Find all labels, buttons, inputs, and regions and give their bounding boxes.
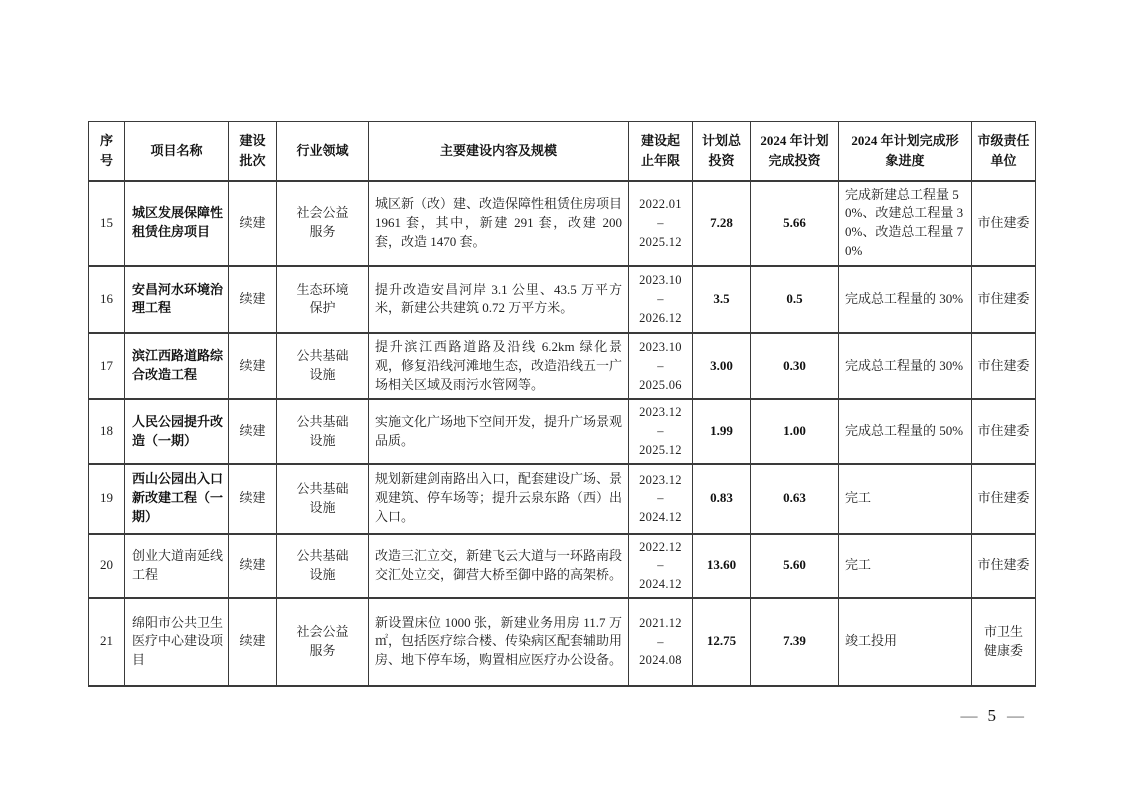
cell-responsible-unit: 市住建委 bbox=[972, 399, 1036, 463]
page-number-value: 5 bbox=[987, 706, 996, 725]
cell-investment-2024: 5.66 bbox=[751, 181, 839, 266]
cell-project-name: 西山公园出入口新改建工程（一期） bbox=[125, 464, 229, 534]
column-header-no: 序 号 bbox=[89, 122, 125, 181]
cell-industry-sector: 社会公益 服务 bbox=[277, 181, 369, 266]
year-start: 2023.12 bbox=[639, 405, 682, 420]
cell-construction-years bbox=[629, 464, 693, 534]
cell-construction-batch: 续建 bbox=[229, 266, 277, 333]
column-header-batch: 建设 批次 bbox=[229, 122, 277, 181]
cell-main-content: 实施文化广场地下空间开发，提升广场景观品质。 bbox=[369, 399, 629, 463]
column-header-investment_2024: 2024 年计划 完成投资 bbox=[751, 122, 839, 181]
cell-construction-years bbox=[629, 399, 693, 463]
project-row-15 bbox=[89, 181, 1036, 266]
cell-construction-years bbox=[629, 266, 693, 333]
cell-responsible-unit: 市住建委 bbox=[972, 181, 1036, 266]
cell-construction-batch: 续建 bbox=[229, 464, 277, 534]
cell-progress-2024: 完工 bbox=[839, 464, 972, 534]
cell-investment-2024: 0.5 bbox=[751, 266, 839, 333]
cell-serial-number: 16 bbox=[89, 266, 125, 333]
cell-main-content: 改造三汇立交，新建飞云大道与一环路南段交汇处立交，御营大桥至御中路的高架桥。 bbox=[369, 534, 629, 598]
cell-progress-2024: 完成总工程量的 50% bbox=[839, 399, 972, 463]
cell-project-name: 滨江西路道路综合改造工程 bbox=[125, 333, 229, 400]
cell-investment-2024: 5.60 bbox=[751, 534, 839, 598]
year-separator: – bbox=[657, 292, 664, 306]
cell-total-investment: 7.28 bbox=[693, 181, 751, 266]
cell-construction-batch: 续建 bbox=[229, 534, 277, 598]
cell-total-investment: 12.75 bbox=[693, 598, 751, 686]
column-header-years: 建设起 止年限 bbox=[629, 122, 693, 181]
cell-project-name: 城区发展保障性租赁住房项目 bbox=[125, 181, 229, 266]
cell-main-content: 城区新（改）建、改造保障性租赁住房项目 1961 套，其中，新建 291 套，改建 200 套，改造 1470 套。 bbox=[369, 181, 629, 266]
year-separator: – bbox=[657, 215, 664, 230]
cell-industry-sector: 公共基础 设施 bbox=[277, 333, 369, 400]
cell-project-name: 安昌河水环境治理工程 bbox=[125, 266, 229, 333]
cell-serial-number: 21 bbox=[89, 598, 125, 686]
year-separator: – bbox=[657, 358, 664, 373]
cell-serial-number: 20 bbox=[89, 534, 125, 598]
column-header-name: 项目名称 bbox=[125, 122, 229, 181]
cell-project-name: 创业大道南延线工程 bbox=[125, 534, 229, 598]
year-end: 2025.12 bbox=[639, 442, 682, 457]
cell-progress-2024: 完成新建总工程量 50%、改建总工程量 30%、改造总工程量 70% bbox=[839, 181, 972, 266]
page-number-dash-right: — bbox=[1007, 706, 1023, 725]
cell-construction-batch: 续建 bbox=[229, 399, 277, 463]
cell-main-content: 规划新建剑南路出入口，配套建设广场、景观建筑、停车场等；提升云泉东路（西）出入口。 bbox=[369, 464, 629, 534]
year-start: 2022.01 bbox=[639, 197, 682, 212]
table-header-row bbox=[89, 122, 1036, 181]
cell-construction-batch: 续建 bbox=[229, 598, 277, 686]
year-start: 2021.12 bbox=[639, 615, 682, 630]
cell-industry-sector: 公共基础 设施 bbox=[277, 399, 369, 463]
project-row-20 bbox=[89, 534, 1036, 598]
projects-table bbox=[88, 121, 1036, 687]
cell-total-investment: 3.5 bbox=[693, 266, 751, 333]
year-end: 2024.08 bbox=[639, 653, 682, 668]
year-separator: – bbox=[657, 558, 664, 573]
cell-construction-years bbox=[629, 598, 693, 686]
year-separator: – bbox=[657, 491, 664, 506]
cell-investment-2024: 7.39 bbox=[751, 598, 839, 686]
cell-project-name: 人民公园提升改造（一期） bbox=[125, 399, 229, 463]
cell-investment-2024: 0.63 bbox=[751, 464, 839, 534]
cell-total-investment: 3.00 bbox=[693, 333, 751, 400]
year-end: 2024.12 bbox=[639, 510, 682, 525]
column-header-total_investment: 计划总 投资 bbox=[693, 122, 751, 181]
cell-industry-sector: 公共基础 设施 bbox=[277, 464, 369, 534]
project-row-21 bbox=[89, 598, 1036, 686]
cell-main-content: 提升改造安昌河岸 3.1 公里、43.5 万平方米，新建公共建筑 0.72 万平方米。 bbox=[369, 266, 629, 333]
cell-industry-sector: 社会公益 服务 bbox=[277, 598, 369, 686]
cell-progress-2024: 完工 bbox=[839, 534, 972, 598]
project-row-18 bbox=[89, 399, 1036, 463]
cell-total-investment: 13.60 bbox=[693, 534, 751, 598]
column-header-progress_2024: 2024 年计划完成形 象进度 bbox=[839, 122, 972, 181]
year-end: 2026.12 bbox=[639, 310, 682, 325]
cell-responsible-unit: 市住建委 bbox=[972, 266, 1036, 333]
cell-total-investment: 1.99 bbox=[693, 399, 751, 463]
cell-industry-sector: 公共基础 设施 bbox=[277, 534, 369, 598]
year-start: 2023.12 bbox=[639, 472, 682, 487]
cell-project-name: 绵阳市公共卫生医疗中心建设项目 bbox=[125, 598, 229, 686]
cell-responsible-unit: 市卫生 健康委 bbox=[972, 598, 1036, 686]
table-body bbox=[89, 181, 1036, 686]
year-start: 2022.12 bbox=[639, 539, 682, 554]
year-separator: – bbox=[657, 634, 664, 649]
cell-main-content: 新设置床位 1000 张，新建业务用房 11.7 万㎡，包括医疗综合楼、传染病区配套辅助用房、地下停车场，购置相应医疗办公设备。 bbox=[369, 598, 629, 686]
cell-serial-number: 19 bbox=[89, 464, 125, 534]
project-row-16 bbox=[89, 266, 1036, 333]
cell-construction-batch: 续建 bbox=[229, 333, 277, 400]
cell-responsible-unit: 市住建委 bbox=[972, 464, 1036, 534]
year-end: 2024.12 bbox=[639, 577, 682, 592]
page-number-dash-left: — bbox=[960, 706, 977, 725]
cell-construction-years bbox=[629, 534, 693, 598]
cell-industry-sector: 生态环境 保护 bbox=[277, 266, 369, 333]
cell-construction-batch: 续建 bbox=[229, 181, 277, 266]
cell-progress-2024: 竣工投用 bbox=[839, 598, 972, 686]
year-start: 2023.10 bbox=[639, 340, 682, 355]
column-header-sector: 行业领域 bbox=[277, 122, 369, 181]
page-number bbox=[961, 706, 1024, 726]
cell-serial-number: 18 bbox=[89, 399, 125, 463]
cell-construction-years bbox=[629, 181, 693, 266]
year-end: 2025.06 bbox=[639, 377, 682, 392]
column-header-content: 主要建设内容及规模 bbox=[369, 122, 629, 181]
year-end: 2025.12 bbox=[639, 234, 682, 249]
cell-investment-2024: 0.30 bbox=[751, 333, 839, 400]
cell-main-content: 提升滨江西路道路及沿线 6.2km 绿化景观，修复沿线河滩地生态，改造沿线五一广场相关区域及雨污水管网等。 bbox=[369, 333, 629, 400]
column-header-unit: 市级责任 单位 bbox=[972, 122, 1036, 181]
cell-responsible-unit: 市住建委 bbox=[972, 333, 1036, 400]
year-separator: – bbox=[657, 424, 664, 439]
project-row-17 bbox=[89, 333, 1036, 400]
cell-progress-2024: 完成总工程量的 30% bbox=[839, 333, 972, 400]
cell-serial-number: 15 bbox=[89, 181, 125, 266]
cell-total-investment: 0.83 bbox=[693, 464, 751, 534]
cell-responsible-unit: 市住建委 bbox=[972, 534, 1036, 598]
cell-progress-2024: 完成总工程量的 30% bbox=[839, 266, 972, 333]
cell-serial-number: 17 bbox=[89, 333, 125, 400]
project-row-19 bbox=[89, 464, 1036, 534]
cell-investment-2024: 1.00 bbox=[751, 399, 839, 463]
year-start: 2023.10 bbox=[639, 273, 682, 288]
cell-construction-years bbox=[629, 333, 693, 400]
